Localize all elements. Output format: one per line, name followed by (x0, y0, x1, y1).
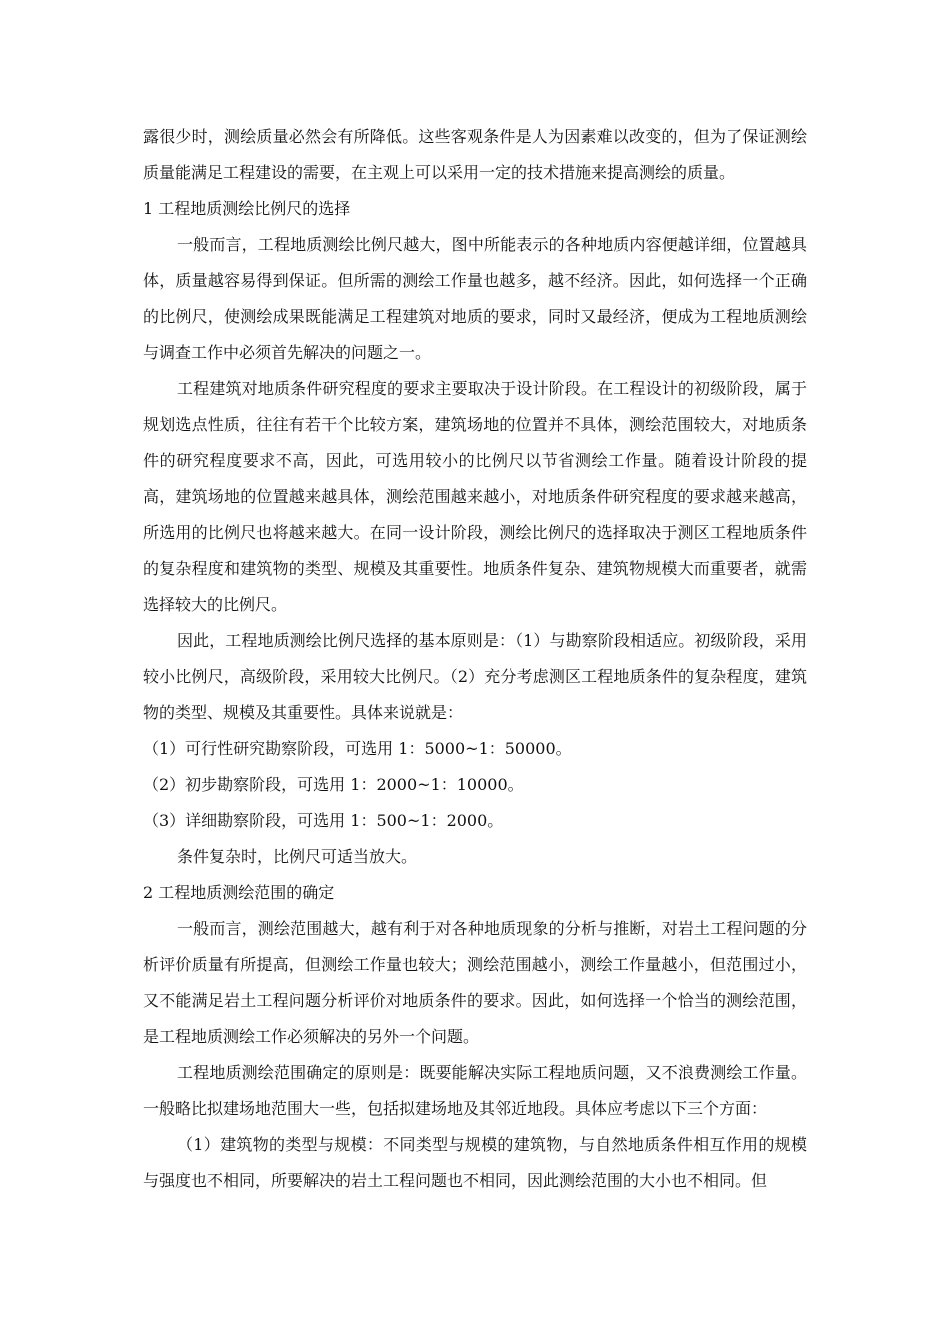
paragraph: 工程地质测绘范围确定的原则是：既要能解决实际工程地质问题，又不浪费测绘工作量。一般略比拟建场地范围大一些，包括拟建场地及其邻近地段。具体应考虑以下三个方面： (143, 1063, 807, 1118)
paragraph: 一般而言，测绘范围越大，越有利于对各种地质现象的分析与推断，对岩土工程问题的分析评价质量有所提高，但测绘工作量也较大；测绘范围越小，测绘工作量越小，但范围过小，又不能满足岩土工程问题分析评价对地质条件的要求。因此，如何选择一个恰当的测绘范围，是工程地质测绘工作必须解决的另外一个问题。 (143, 919, 807, 1046)
list-item: （2）初步勘察阶段，可选用 1：2000~1：10000。 (143, 775, 524, 794)
document-body (143, 119, 807, 1199)
paragraph: （1）建筑物的类型与规模：不同类型与规模的建筑物，与自然地质条件相互作用的规模与强度也不相同，所要解决的岩土工程问题也不相同，因此测绘范围的大小也不相同。但 (143, 1135, 807, 1190)
section-heading-range: 2 工程地质测绘范围的确定 (143, 883, 335, 902)
paragraph: 条件复杂时，比例尺可适当放大。 (177, 847, 418, 866)
paragraph: 一般而言，工程地质测绘比例尺越大，图中所能表示的各种地质内容便越详细，位置越具体，质量越容易得到保证。但所需的测绘工作量也越多，越不经济。因此，如何选择一个正确的比例尺，使测绘成果既能满足工程建筑对地质的要求，同时又最经济，便成为工程地质测绘与调查工作中必须首先解决的问题之一。 (143, 235, 807, 362)
list-item: （1）可行性研究勘察阶段，可选用 1：5000~1：50000。 (143, 739, 572, 758)
paragraph-continued: 露很少时，测绘质量必然会有所降低。这些客观条件是人为因素难以改变的，但为了保证测绘质量能满足工程建设的需要，在主观上可以采用一定的技术措施来提高测绘的质量。 (143, 127, 807, 182)
list-item: （3）详细勘察阶段，可选用 1：500~1：2000。 (143, 811, 504, 830)
paragraph: 因此，工程地质测绘比例尺选择的基本原则是：（1）与勘察阶段相适应。初级阶段，采用较小比例尺，高级阶段，采用较大比例尺。（2）充分考虑测区工程地质条件的复杂程度，建筑物的类型、规模及其重要性。具体来说就是： (143, 631, 807, 722)
paragraph: 工程建筑对地质条件研究程度的要求主要取决于设计阶段。在工程设计的初级阶段，属于规划选点性质，往往有若干个比较方案，建筑场地的位置并不具体，测绘范围较大，对地质条件的研究程度要求不高，因此，可选用较小的比例尺以节省测绘工作量。随着设计阶段的提高，建筑场地的位置越来越具体，测绘范围越来越小，对地质条件研究程度的要求越来越高，所选用的比例尺也将越来越大。在同一设计阶段，测绘比例尺的选择取决于测区工程地质条件的复杂程度和建筑物的类型、规模及其重要性。地质条件复杂、建筑物规模大而重要者，就需选择较大的比例尺。 (143, 379, 807, 614)
section-heading-scale: 1 工程地质测绘比例尺的选择 (143, 199, 351, 218)
